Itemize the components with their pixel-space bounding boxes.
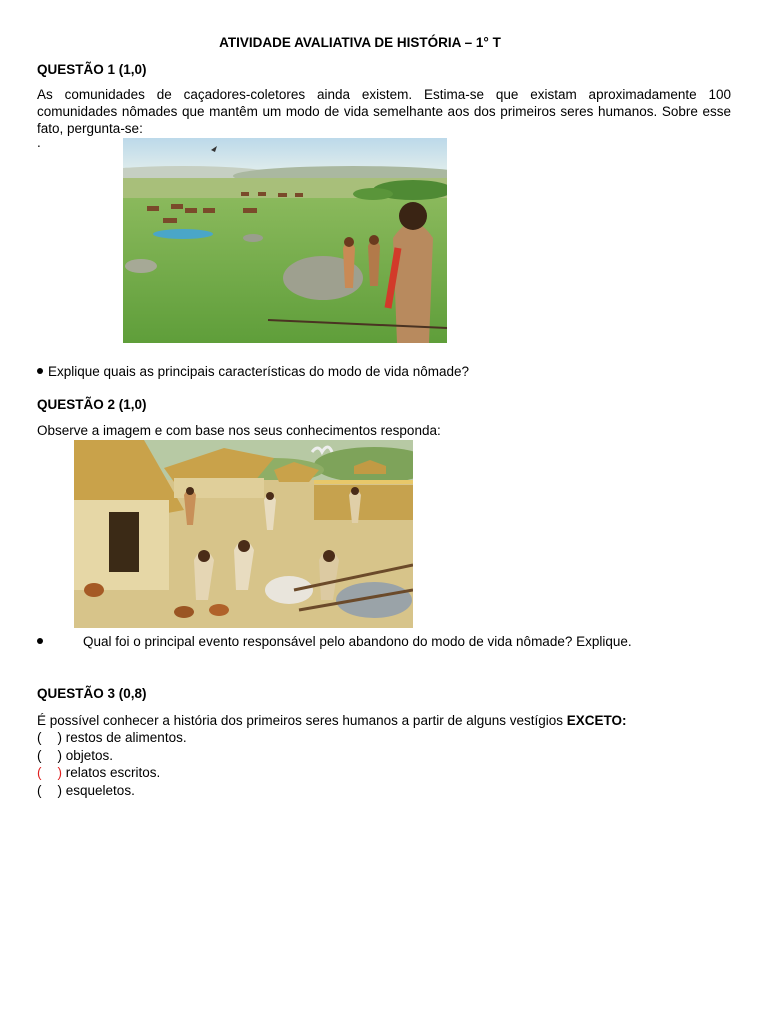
bullet-icon bbox=[37, 368, 43, 374]
question-2-intro: Observe a imagem e com base nos seus conhecimentos responda: bbox=[37, 423, 441, 438]
question-3-text bbox=[37, 712, 627, 729]
question-1-dot: . bbox=[37, 135, 41, 150]
option-1-paren-close: ) bbox=[57, 730, 62, 745]
bullet-icon bbox=[37, 638, 43, 644]
question-1-bullet bbox=[37, 363, 469, 380]
option-3-paren-open: ( bbox=[37, 765, 42, 780]
question-1-prompt: Explique quais as principais características do modo de vida nômade? bbox=[48, 364, 469, 379]
hunter-gatherers-illustration bbox=[123, 138, 447, 343]
question-2-bullet bbox=[37, 633, 632, 650]
option-1-paren-open: ( bbox=[37, 730, 42, 745]
neolithic-village-illustration bbox=[74, 440, 413, 628]
question-1-heading: QUESTÃO 1 (1,0) bbox=[37, 62, 147, 77]
question-3-emphasis: EXCETO: bbox=[566, 713, 627, 728]
option-4-paren-close: ) bbox=[57, 783, 62, 798]
option-3-paren-close: ) bbox=[57, 765, 62, 780]
option-3-label: relatos escritos. bbox=[65, 765, 161, 780]
option-4-paren-open: ( bbox=[37, 783, 42, 798]
option-2-label: objetos. bbox=[65, 748, 114, 763]
page-title: ATIVIDADE AVALIATIVA DE HISTÓRIA – 1° T bbox=[219, 35, 501, 50]
question-2-heading: QUESTÃO 2 (1,0) bbox=[37, 397, 147, 412]
option-1-label: restos de alimentos. bbox=[65, 730, 187, 745]
option-4[interactable] bbox=[37, 782, 135, 799]
option-4-label: esqueletos. bbox=[65, 783, 135, 798]
question-1-text: As comunidades de caçadores-coletores ainda existem. Estima-se que existam aproximadamente 100 comunidades nômades que mantêm um modo de vida semelhante aos dos primeiros seres humanos. Sobre esse fato, pergunta-se: bbox=[37, 87, 731, 136]
option-2-paren-open: ( bbox=[37, 748, 42, 763]
option-2[interactable] bbox=[37, 747, 113, 764]
question-3-statement: É possível conhecer a história dos primeiros seres humanos a partir de alguns vestígios bbox=[37, 713, 567, 728]
question-2-prompt: Qual foi o principal evento responsável pelo abandono do modo de vida nômade? Explique. bbox=[83, 634, 632, 649]
option-3[interactable] bbox=[37, 764, 160, 781]
question-3-heading: QUESTÃO 3 (0,8) bbox=[37, 686, 147, 701]
option-1[interactable] bbox=[37, 729, 187, 746]
option-2-paren-close: ) bbox=[57, 748, 62, 763]
